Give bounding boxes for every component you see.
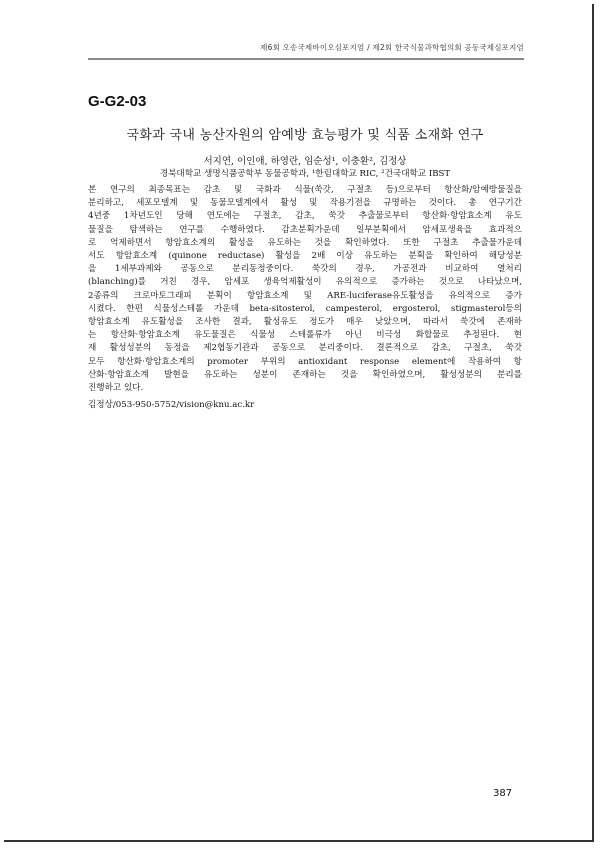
running-header: 제6회 오송국제바이오심포지엄 / 제2회 한국식물과학협의회 공동국제심포지엄 <box>260 43 524 52</box>
body-line: 로 억제하면서 항암효소계의 활성을 유도하는 것을 확인하였다. 또한 구절초 추출물가운데 <box>88 237 522 248</box>
body-line: 서도 항암효소계 (quinone reductase) 활성을 2배 이상 유도하는 분획을 확인하여 해당성분 <box>88 251 522 262</box>
body-line: 산화·항암효소계 발현을 유도하는 성분이 존재하는 것을 확인하였으며, 활성성분의 분리를 <box>88 369 522 380</box>
body-line: 시켰다. 한편 식물성스테롤 가운데 beta-sitosterol, campesterol, ergosterol, stigmasterol등의 <box>88 303 522 314</box>
author-list: 서지연, 이인애, 하영란, 임순성¹, 이충환², 김정상 <box>203 156 407 167</box>
body-line: 진행하고 있다. <box>88 383 144 394</box>
page-number: 387 <box>493 788 513 799</box>
body-line: (blanching)를 거친 경우, 암세포 생육억제활성이 유의적으로 증가하는 것으로 나타났으며, <box>88 277 522 288</box>
body-line: 2종류의 크로마토그래피 분획이 항암효소계 및 ARE-luciferase유도활성을 유의적으로 증가 <box>88 290 522 301</box>
abstract-body <box>88 184 522 395</box>
body-line: 분리하고, 세포모델계 및 동물모델계에서 활성 및 작용기전을 규명하는 것이다. 총 연구기간 <box>88 198 522 209</box>
body-line: 본 연구의 최종목표는 감초 및 국화과 식물(쑥갓, 구절초 등)으로부터 항산화/암예방물질을 <box>88 185 522 195</box>
affiliation-list: 경북대학교 생명식품공학부 동물공학과, ¹한림대학교 RIC, ²건국대학교 IBST <box>159 169 451 179</box>
paper-title: 국화과 국내 농산자원의 암예방 효능평가 및 식품 소재화 연구 <box>126 128 484 143</box>
body-line: 4년중 1차년도인 당해 연도에는 구절초, 감초, 쑥갓 추출물로부터 항산화·항암효소계 유도 <box>88 211 522 222</box>
contact-info: 김정상/053-950-5752/vision@knu.ac.kr <box>88 400 255 410</box>
body-line: 항암효소계 유도활성을 조사한 결과, 활성유도 정도가 매우 낮았으며, 따라서 쑥갓에 존재하 <box>88 317 522 328</box>
body-line: 을 1세부과제와 공동으로 분리동정중이다. 쑥갓의 경우, 가공전과 비교하여 열처리 <box>88 264 522 275</box>
header-rule <box>88 58 524 60</box>
abstract-code: G-G2-03 <box>88 93 147 110</box>
body-line: 물질을 탐색하는 연구를 수행하였다. 감초분획가운데 일부분획에서 암세포생육을 효과적으 <box>88 224 522 235</box>
body-line: 모두 항산화·항암효소계의 promoter 부위의 antioxidant response element에 작용하여 항 <box>88 356 522 367</box>
body-line: 재 활성성분의 동정을 제2협동기관과 공동으로 분리중이다. 결론적으로 감초, 구절초, 쑥갓 <box>88 343 522 354</box>
body-line: 는 항산화·항암효소계 유도물질은 식물성 스테롤류가 아닌 비극성 화합물로 추정된다. 현 <box>88 330 522 341</box>
